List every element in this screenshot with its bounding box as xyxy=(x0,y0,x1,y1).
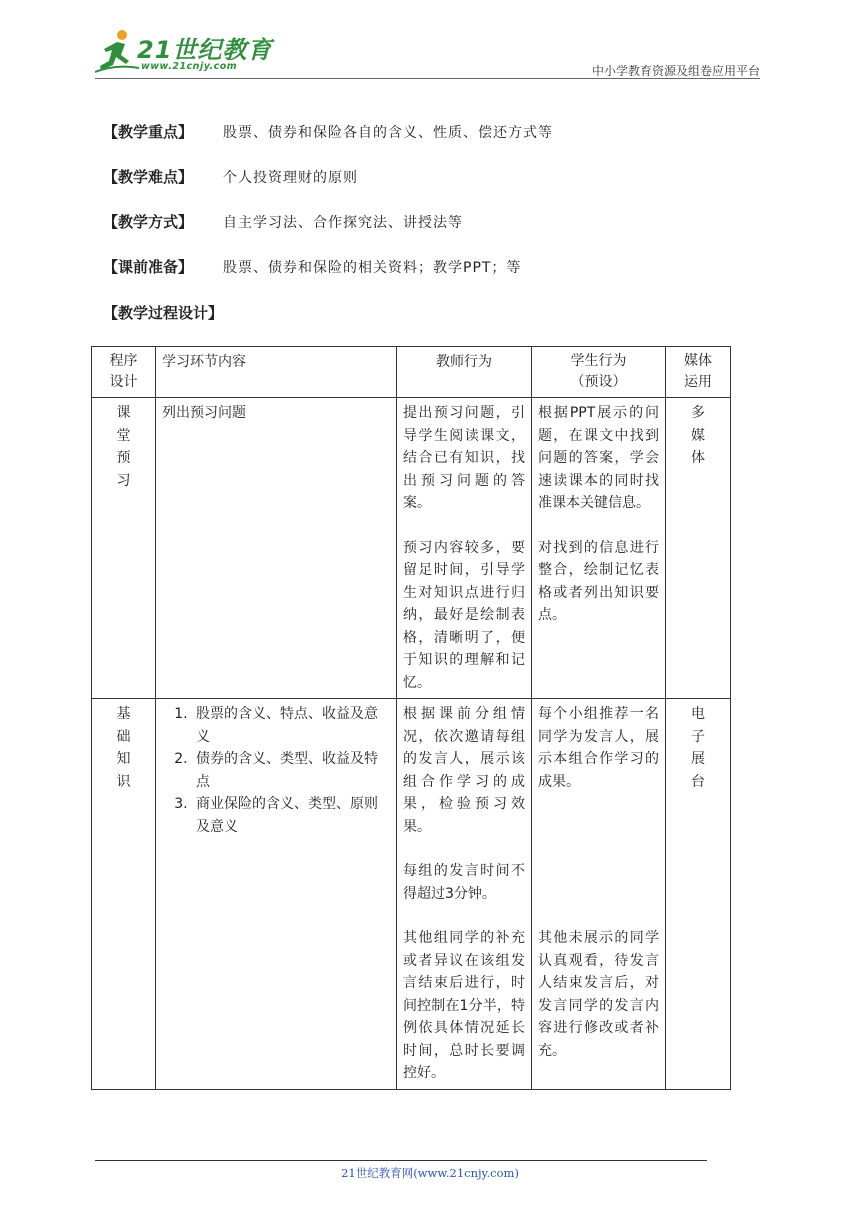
student-text: 根据PPT展示的问题，在课文中找到问题的答案，学会速读课本的同时找准课本关键信息。 xyxy=(538,405,659,511)
teacher-cell xyxy=(397,398,532,699)
logo xyxy=(95,28,295,76)
meta-method xyxy=(103,211,463,232)
logo-text: 21世纪教育 xyxy=(137,36,273,64)
teacher-text: 预习内容较多，要留足时间，引导学生对知识点进行归纳，最好是绘制表格，清晰明了，便于知识的理解和记忆。 xyxy=(403,539,525,691)
platform-name: 中小学教育资源及组卷应用平台 xyxy=(591,64,760,78)
meta-label: 【教学难点】 xyxy=(103,168,194,186)
media-cell: 多媒体 xyxy=(666,398,731,699)
header-stage: 程序设计 xyxy=(92,347,156,398)
header-teacher: 教师行为 xyxy=(397,347,532,398)
stage-cell: 课堂预习 xyxy=(92,398,156,699)
student-text: 对找到的信息进行整合，绘制记忆表格或者列出知识要点。 xyxy=(538,539,659,623)
meta-preparation xyxy=(103,256,521,277)
content-cell xyxy=(156,699,397,1090)
header-student xyxy=(532,347,666,398)
media-cell: 电子展台 xyxy=(666,699,731,1090)
list-item: 2. 债券的含义、类型、收益及特点 xyxy=(192,748,390,793)
footer-divider xyxy=(95,1160,707,1161)
list-item: 3. 商业保险的含义、类型、原则及意义 xyxy=(192,793,390,838)
meta-key-points xyxy=(103,121,553,142)
meta-label: 【课前准备】 xyxy=(103,258,194,276)
meta-label: 【教学方式】 xyxy=(103,213,194,231)
stage-cell: 基础知识 xyxy=(92,699,156,1090)
header-content: 学习环节内容 xyxy=(156,347,397,398)
student-cell xyxy=(532,699,666,1090)
meta-value: 股票、债券和保险的相关资料；教学PPT；等 xyxy=(223,260,522,276)
list-item: 1. 股票的含义、特点、收益及意义 xyxy=(192,703,390,748)
table-row xyxy=(92,398,731,699)
process-title xyxy=(103,302,223,323)
teacher-text: 提出预习问题，引导学生阅读课文，结合已有知识，找出预习问题的答案。 xyxy=(403,405,525,511)
footer-link[interactable]: 21世纪教育网(www.21cnjy.com) xyxy=(341,1166,519,1180)
header-student-line1: 学生行为 xyxy=(570,353,627,369)
meta-label: 【教学重点】 xyxy=(103,123,194,141)
teacher-text: 每组的发言时间不得超过3分钟。 xyxy=(403,863,525,902)
section-heading: 【教学过程设计】 xyxy=(103,304,224,322)
header-student-line2: （预设） xyxy=(570,374,627,390)
table-row xyxy=(92,699,731,1090)
logo-url: www.21cnjy.com xyxy=(141,61,238,72)
runner-icon xyxy=(95,28,139,74)
header-media: 媒体运用 xyxy=(666,347,731,398)
content-cell: 列出预习问题 xyxy=(156,398,397,699)
process-table xyxy=(91,346,731,1090)
knowledge-list xyxy=(162,703,390,838)
meta-difficulty xyxy=(103,166,358,187)
student-text: 其他未展示的同学认真观看，待发言人结束发言后，对发言同学的发言内容进行修改或者补充。 xyxy=(538,930,659,1059)
student-cell xyxy=(532,398,666,699)
teacher-cell xyxy=(397,699,532,1090)
teacher-text: 其他组同学的补充或者异议在该组发言结束后进行，时间控制在1分半，特例依具体情况延长时间，总时长要调控好。 xyxy=(403,930,525,1081)
meta-value: 个人投资理财的原则 xyxy=(223,170,358,186)
meta-value: 自主学习法、合作探究法、讲授法等 xyxy=(223,215,463,231)
header-divider xyxy=(95,78,760,79)
meta-value: 股票、债券和保险各自的含义、性质、偿还方式等 xyxy=(223,125,553,141)
teacher-text: 根据课前分组情况，依次邀请每组的发言人，展示该组合作学习的成果，检验预习效果。 xyxy=(403,706,525,835)
page-header xyxy=(95,28,760,78)
student-text: 每个小组推荐一名同学为发言人，展示本组合作学习的成果。 xyxy=(538,706,659,790)
table-header-row xyxy=(92,347,731,398)
